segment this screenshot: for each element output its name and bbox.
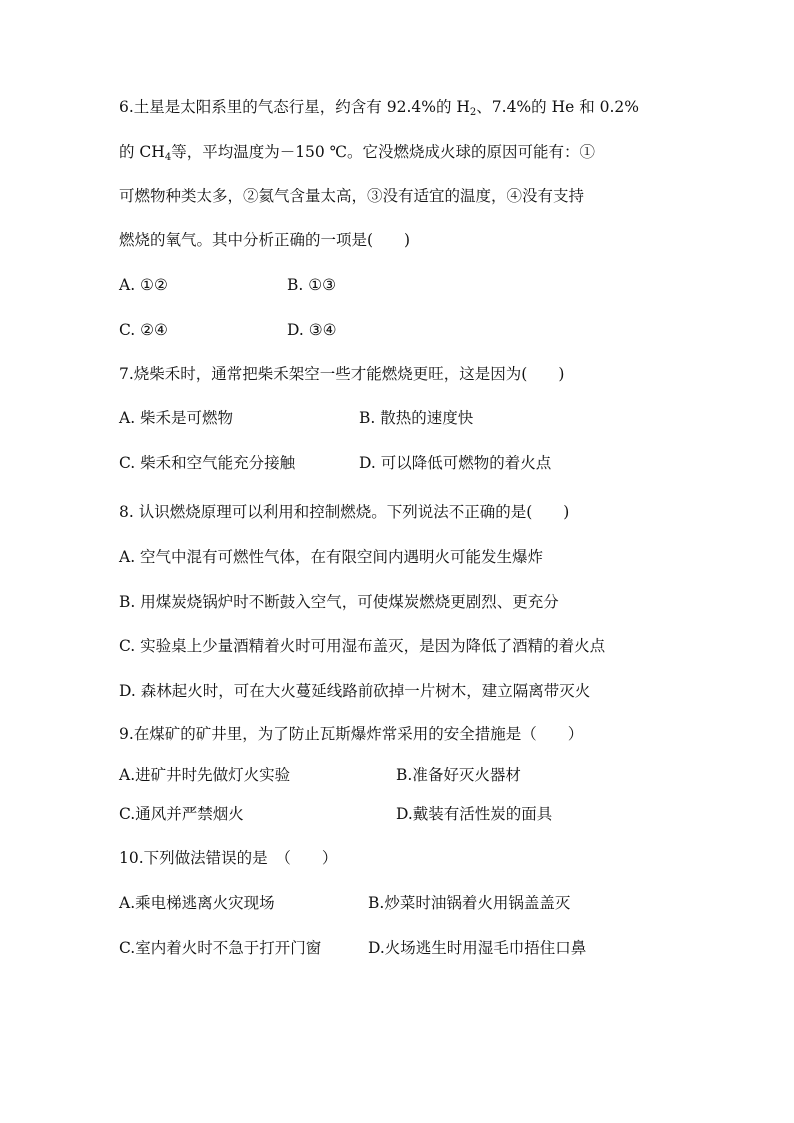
question-8-option-d: D. 森林起火时，可在大火蔓延线路前砍掉一片树木，建立隔离带灭火 <box>119 682 591 700</box>
question-9-option-a: A.进矿井时先做灯火实验 <box>119 766 291 784</box>
question-6-option-b: B. ①③ <box>287 276 337 294</box>
question-6-option-c: C. ②④ <box>119 321 168 339</box>
question-10-option-d: D.火场逃生时用湿毛巾捂住口鼻 <box>368 939 587 957</box>
question-9-option-c: C.通风并严禁烟火 <box>119 805 244 823</box>
question-8-option-b: B. 用煤炭烧锅炉时不断鼓入空气，可使煤炭燃烧更剧烈、更充分 <box>119 593 559 611</box>
question-9-option-b: B.准备好灭火器材 <box>396 766 521 784</box>
question-8-option-c: C. 实验桌上少量酒精着火时可用湿布盖灭，是因为降低了酒精的着火点 <box>119 637 606 655</box>
question-6-option-a: A. ①② <box>119 276 168 294</box>
question-7-option-a: A. 柴禾是可燃物 <box>119 409 234 427</box>
question-6-line-3: 可燃物种类太多，②氦气含量太高，③没有适宜的温度，④没有支持 <box>119 187 585 205</box>
question-6-line-1: 6.土星是太阳系里的气态行星，约含有 92.4%的 $H_2$、7.4%的 He 和 0.2% <box>119 98 640 118</box>
question-8-option-a: A. 空气中混有可燃性气体，在有限空间内遇明火可能发生爆炸 <box>119 548 544 566</box>
question-9-stem: 9.在煤矿的矿井里，为了防止瓦斯爆炸常采用的安全措施是（ ） <box>119 725 584 743</box>
question-7-option-c: C. 柴禾和空气能充分接触 <box>119 454 296 472</box>
question-6-line-2: 的 $CH_4$等，平均温度为－150 ℃。它没燃烧成火球的原因可能有：① <box>119 143 596 163</box>
question-10-stem: 10.下列做法错误的是 （ ） <box>119 849 338 867</box>
question-6-line-4: 燃烧的氧气。其中分析正确的一项是( ) <box>119 231 411 249</box>
question-6-option-d: D. ③④ <box>287 321 337 339</box>
question-7-option-b: B. 散热的速度快 <box>359 409 474 427</box>
question-7-stem: 7.烧柴禾时，通常把柴禾架空一些才能燃烧更旺，这是因为( ) <box>119 365 565 383</box>
question-10-option-a: A.乘电梯逃离火灾现场 <box>119 894 275 912</box>
question-8-stem: 8. 认识燃烧原理可以利用和控制燃烧。下列说法不正确的是( ) <box>119 503 570 521</box>
question-7-option-d: D. 可以降低可燃物的着火点 <box>359 454 552 472</box>
question-10-option-c: C.室内着火时不急于打开门窗 <box>119 939 322 957</box>
question-10-option-b: B.炒菜时油锅着火用锅盖盖灭 <box>368 894 571 912</box>
question-9-option-d: D.戴装有活性炭的面具 <box>396 805 553 823</box>
